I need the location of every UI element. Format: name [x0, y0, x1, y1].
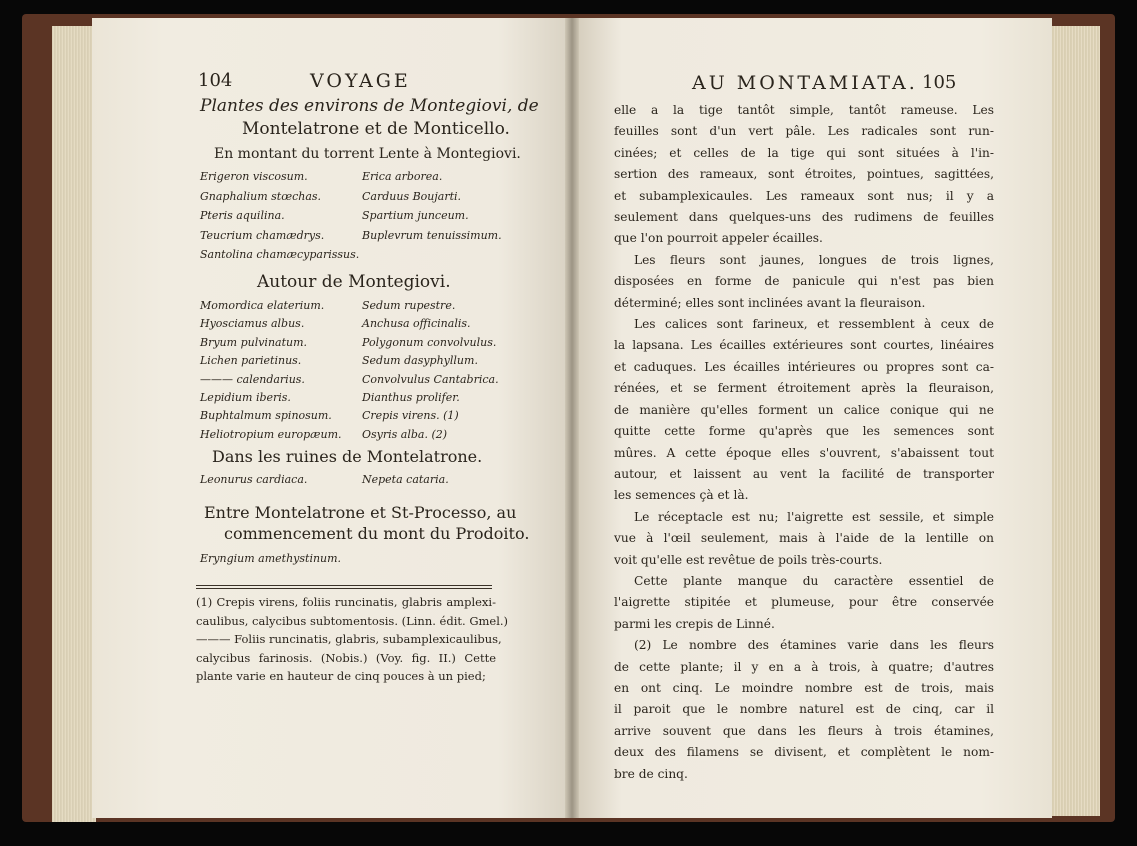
plant-name: Leonurus cardiaca. [200, 473, 308, 486]
text-line: vue à l'œil seulement, mais à l'aide de la lentille on [614, 531, 994, 546]
plant-name: Convolvulus Cantabrica. [362, 372, 499, 386]
running-head: VOYAGE [310, 70, 411, 92]
plant-name: Hyosciamus albus. [200, 317, 305, 331]
plant-name: Eryngium amethystinum. [200, 552, 342, 565]
plant-name: Nepeta cataria. [362, 473, 449, 486]
text-line: rénées, et se ferment étroitement après la fleuraison, [614, 381, 994, 396]
plant-row [200, 190, 500, 210]
plant-row [200, 209, 500, 229]
plant-name: Polygonum convolvulus. [362, 335, 497, 349]
text-line: parmi les crepis de Linné. [614, 616, 775, 631]
text-line: bre de cinq. [614, 766, 688, 781]
footnote-line: calycibus farinosis. (Nobis.) (Voy. fig. II.) Cette [196, 650, 496, 665]
text-line: et caduques. Les écailles intérieures ou propres sont ca- [614, 359, 994, 374]
subheading: Entre Montelatrone et St-Processo, au [204, 503, 517, 522]
plant-name: Heliotropium europæum. [200, 427, 342, 441]
text-line: la lapsana. Les écailles extérieures sont courtes, linéaires [614, 338, 994, 353]
plant-list [200, 170, 500, 268]
plant-name: Momordica elaterium. [200, 299, 325, 312]
text-line: les semences çà et là. [614, 488, 749, 503]
plant-name: Pteris aquilina. [200, 209, 285, 222]
text-line: elle a la tige tantôt simple, tantôt rameuse. Les [614, 103, 994, 117]
plant-row [200, 552, 500, 571]
text-line: Les fleurs sont jaunes, longues de trois lignes, [634, 252, 994, 267]
plant-list [200, 299, 500, 446]
page-edges-right [1050, 26, 1100, 816]
text-line: quitte cette forme qu'après que les semences sont [614, 424, 994, 439]
page-number: 104 [198, 70, 233, 91]
subheading: Autour de Montegiovi. [257, 272, 451, 292]
text-line: disposées en forme de panicule qui n'est pas bien [614, 274, 994, 289]
text-line: Cette plante manque du caractère essentiel de [634, 573, 994, 588]
subheading: commencement du mont du Prodoito. [224, 524, 530, 543]
text-line: seulement dans quelques-uns des rudimens de feuilles [614, 210, 994, 225]
body-text [614, 100, 994, 785]
plant-name: Spartium junceum. [362, 209, 469, 222]
text-line: l'aigrette stipitée et plumeuse, pour être conservée [614, 595, 994, 610]
plant-name: Santolina chamæcyparissus. [200, 248, 360, 261]
footnote-line: caulibus, calycibus subtomentosis. (Linn. édit. Gmel.) [196, 613, 509, 628]
plant-row [200, 428, 500, 446]
subheading: En montant du torrent Lente à Montegiovi. [214, 146, 521, 162]
text-line: que l'on pourroit appeler écailles. [614, 231, 823, 246]
footnote [196, 593, 509, 686]
plant-name: Erigeron viscosum. [200, 170, 308, 183]
plant-list [200, 552, 500, 571]
footnote-line: ——— Foliis runcinatis, glabris, subamplexicaulibus, [196, 632, 502, 646]
left-page [92, 18, 570, 818]
text-line: autour, et laissent au vent la facilité de transporter [614, 466, 994, 481]
subheading: Dans les ruines de Montelatrone. [212, 447, 483, 466]
text-line: (2) Le nombre des étamines varie dans les fleurs [634, 638, 994, 653]
plant-name: Crepis virens. (1) [362, 409, 459, 423]
text-line: de manière qu'elles forment un calice conique qui ne [614, 402, 994, 417]
text-line: sertion des rameaux, sont étroites, pointues, sagittées, [614, 167, 994, 182]
plant-row [200, 354, 500, 372]
plant-name: ——— calendarius. [200, 372, 305, 386]
plant-row [200, 317, 500, 335]
plant-name: Osyris alba. (2) [362, 427, 448, 441]
plant-row [200, 248, 500, 268]
plant-name: Carduus Boujarti. [362, 189, 462, 203]
plant-name: Dianthus prolifer. [362, 390, 460, 404]
footnote-line: plante varie en hauteur de cinq pouces à un pied; [196, 669, 486, 683]
text-line: et subamplexicaules. Les rameaux sont nus; il y a [614, 188, 994, 203]
section-title-line1: Plantes des environs de Montegiovi, de [200, 96, 539, 116]
text-line: mûres. A cette époque elles s'ouvrent, s'abaissent tout [614, 445, 994, 460]
plant-row [200, 409, 500, 427]
plant-name: Bryum pulvinatum. [200, 335, 308, 349]
text-line: en ont cinq. Le moindre nombre est de trois, mais [614, 680, 994, 695]
text-line: deux des filamens se divisent, et complètent le nom- [614, 745, 994, 760]
plant-name: Lichen parietinus. [200, 354, 302, 368]
book-gutter [565, 18, 579, 818]
text-line: de cette plante; il y en a à trois, à quatre; d'autres [614, 659, 994, 674]
text-line: voit qu'elle est revêtue de poils très-courts. [614, 552, 883, 567]
plant-row [200, 473, 500, 492]
text-line: déterminé; elles sont inclinées avant la fleuraison. [614, 295, 926, 310]
plant-name: Buplevrum tenuissimum. [362, 228, 502, 242]
right-page [574, 18, 1052, 818]
plant-row [200, 336, 500, 354]
text-line: Les calices sont farineux, et ressemblent à ceux de [634, 317, 994, 332]
text-line: cinées; et celles de la tige qui sont situées à l'in- [614, 145, 994, 160]
footnote-line: (1) Crepis virens, foliis runcinatis, glabris amplexi- [196, 595, 496, 609]
plant-name: Buphtalmum spinosum. [200, 409, 332, 423]
plant-name: Sedum dasyphyllum. [362, 354, 478, 368]
plant-name: Teucrium chamædrys. [200, 228, 325, 242]
plant-row [200, 229, 500, 249]
plant-name: Lepidium iberis. [200, 390, 291, 404]
plant-name: Sedum rupestre. [362, 299, 456, 312]
text-line: feuilles sont d'un vert pâle. Les radicales sont run- [614, 124, 994, 139]
plant-row [200, 299, 500, 317]
page-number: 105 [922, 72, 957, 93]
text-line: il paroit que le nombre naturel est de cinq, car il [614, 702, 994, 717]
text-line: arrive souvent que dans les fleurs à trois étamines, [614, 723, 994, 738]
plant-list [200, 473, 500, 492]
running-head: AU MONTAMIATA. [692, 72, 918, 94]
text-line: Le réceptacle est nu; l'aigrette est sessile, et simple [634, 509, 994, 524]
plant-name: Anchusa officinalis. [362, 317, 471, 331]
page-edges-left [52, 26, 96, 822]
plant-name: Erica arborea. [362, 170, 443, 183]
plant-row [200, 391, 500, 409]
plant-row [200, 373, 500, 391]
footnote-rule [196, 585, 492, 586]
plant-row [200, 170, 500, 190]
plant-name: Gnaphalium stœchas. [200, 189, 322, 203]
section-title-line2: Montelatrone et de Monticello. [242, 119, 510, 139]
footnote-rule [196, 588, 492, 589]
